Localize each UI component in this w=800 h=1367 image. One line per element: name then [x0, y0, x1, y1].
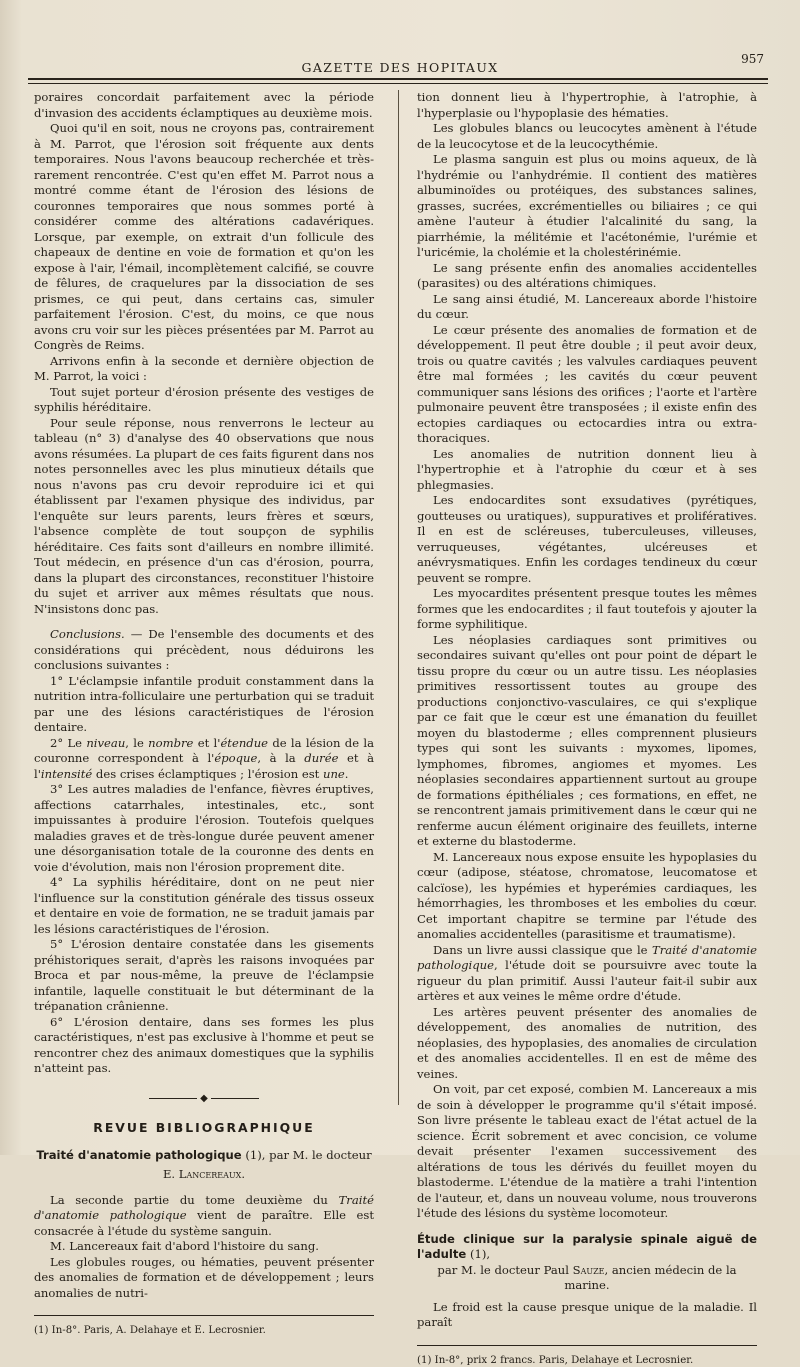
footnote-rule: [417, 1345, 757, 1346]
paragraph: Les endocardites sont exsudatives (pyrétiques, goutteuses ou uratiques), suppuratives et prolifératives. Il en est de scléreuses, tuberculeuses, villeuses, verruqueuses, végétantes, ulcéreuses et anévrysmatiques. Enfin les cordages tendineux du cœur peuvent se rompre.: [417, 493, 757, 585]
article-heading: Étude clinique sur la paralysie spinale aiguë de l'adulte (1),: [417, 1231, 757, 1261]
paragraph: Le sang ainsi étudié, M. Lancereaux aborde l'histoire du cœur.: [417, 291, 757, 321]
paragraph: Tout sujet porteur d'érosion présente des vestiges de syphilis héréditaire.: [34, 384, 374, 414]
ornament-divider: ◆: [34, 1091, 374, 1107]
running-title: GAZETTE DES HOPITAUX: [301, 60, 499, 75]
section-title: REVUE BIBLIOGRAPHIQUE: [93, 1120, 315, 1135]
column-divider: [398, 90, 399, 1105]
conclusions-label: Conclusions.: [50, 627, 125, 641]
footnote: (1) In-8°, prix 2 francs. Paris, Delahaye et Lecrosnier.: [417, 1354, 694, 1366]
paragraph: La seconde partie du tome deuxième du Traité d'anatomie pathologique vient de paraître. Elle est consacrée à l'étude du système sanguin.: [34, 1192, 374, 1238]
paragraph: Dans un livre aussi classique que le Traité d'anatomie pathologique, l'étude doit se poursuivre avec toute la rigueur du plan primitif. Aussi l'auteur fait-il subir aux artères et aux veines le même ordre d'étude.: [417, 942, 758, 1003]
paragraph: Les artères peuvent présenter des anomalies de développement, des anomalies de nutrition, des néoplasies, des hypoplasies, des anomalies de circulation et des anomalies accidentelles. Il en est de même des veines.: [417, 1004, 757, 1081]
article-title: Traité d'anatomie pathologique (1), par M. le docteur: [36, 1147, 372, 1162]
paragraph: On voit, par cet exposé, combien M. Lancereaux a mis de soin à développer le programme qu'il s'était imposé. Son livre présente le tableau exact de l'état actuel de la science. Écrit sobrement et avec concision, ce volume devait présenter l'examen successivement des altérations de tous les dérivés du feuillet moyen du blastoderme. L'étendue de la matière a trahi l'intention de l'auteur, et, dans un nouveau volume, nous trouverons l'étude des lésions du système locomoteur.: [417, 1082, 757, 1220]
conclusion-5: 5° L'érosion dentaire constatée dans les gisements préhistoriques serait, d'après les raisons invoquées par Broca et par nous-même, la preuve de l'éclampsie infantile, laquelle constituait le but déterminant de la trépanation crânienne.: [34, 937, 374, 1013]
conclusion-1: 1° L'éclampsie infantile produit constamment dans la nutrition intra-folliculaire une perturbation qui se traduit par une des lésions caractéristiques de l'érosion dentaire.: [34, 673, 374, 734]
paragraph: Pour seule réponse, nous renverrons le lecteur au tableau (n° 3) d'analyse des 40 observations que nous avons résumées. La plupart de ces faits figurent dans nos notes personnelles avec les plus minutieux détails que nous n'avons pas cru devoir reproduire ici et qui établissent par l'examen physique des individus, par l'enquête sur leurs parents, leurs frères et sœurs, l'absence complète de tout soupçon de syphilis héréditaire. Ces faits sont d'ailleurs en nombre illimité. Tout médecin, en présence d'un cas d'érosion, pourra, dans la plupart des circonstances, reconstituer l'histoire du sujet et arriver aux mêmes résultats que nous. N'insistons donc pas.: [34, 415, 374, 616]
paragraph: Les globules blancs ou leucocytes amènent à l'étude de la leucocytose et de la leucocythémie.: [417, 121, 757, 151]
article-author: E. Lancereaux.: [162, 1167, 246, 1181]
paragraph: Le sang présente enfin des anomalies accidentelles (parasites) ou des altérations chimiques.: [417, 260, 757, 290]
conclusion-4: 4° La syphilis héréditaire, dont on ne peut nier l'influence sur la constitution générale des tissus osseux et dentaire en voie de formation, ne se traduit jamais par les lésions caractéristiques de l'érosion.: [34, 875, 374, 936]
paragraph: Arrivons enfin à la seconde et dernière objection de M. Parrot, la voici :: [34, 353, 374, 383]
paragraph: Le cœur présente des anomalies de formation et de développement. Il peut être double ; il peut avoir deux, trois ou quatre cavités ; les valvules cardiaques peuvent être mal formées ; les cavités du cœur peuvent communiquer sans lésions des orifices ; l'aorte et l'artère pulmonaire peuvent être transposées ; il existe enfin des ectopies cardiaques ou ectocardies intra ou extra-thoraciques.: [417, 322, 757, 445]
conclusions-paragraph: Conclusions. — De l'ensemble des documents et des considérations qui précèdent, nous déduirons les conclusions suivantes :: [34, 627, 374, 672]
paragraph: Le froid est la cause presque unique de la maladie. Il paraît: [417, 1299, 757, 1329]
conclusion-6: 6° L'érosion dentaire, dans ses formes les plus caractéristiques, n'est pas exclusive à l'homme et peut se rencontrer chez des animaux domestiques que la syphilis n'atteint pas.: [34, 1014, 374, 1075]
paragraph: Les anomalies de nutrition donnent lieu à l'hypertrophie et à l'atrophie du cœur et à ses phlegmasies.: [417, 446, 757, 492]
left-column: [34, 90, 374, 1336]
paragraph: poraires concordait parfaitement avec la période d'invasion des accidents éclamptiques au deuxième mois.: [34, 90, 374, 120]
paragraph: Le plasma sanguin est plus ou moins aqueux, de là l'hydrémie ou l'anhydrémie. Il contient des matières albuminoïdes ou protéiques, des substances salines, grasses, sucrées, excrémentielles ou biliaires ; ce qui amène l'auteur à étudier l'alcalinité du sang, la piarrhémie, la mélitémie et l'acétonémie, l'urémie et l'uricémie, la cholémie et la cholestérinémie.: [417, 152, 757, 259]
conclusion-3: 3° Les autres maladies de l'enfance, fièvres éruptives, affections catarrhales, intestinales, etc., sont impuissantes à produire l'érosion. Toutefois quelques maladies graves et de très-longue durée peuvent amener une désorganisation totale de la couronne des dents en voie d'évolution, mais non l'érosion proprement dite.: [34, 782, 374, 874]
right-column: [417, 90, 758, 1366]
conclusion-2: 2° Le niveau, le nombre et l'étendue de la lésion de la couronne correspondent à l'époque, à la durée et à l'intensité des crises éclamptiques ; l'érosion est une.: [34, 735, 374, 781]
footnote: (1) In-8°. Paris, A. Delahaye et E. Lecrosnier.: [34, 1325, 266, 1336]
paragraph: Les globules rouges, ou hématies, peuvent présenter des anomalies de formation et de développement ; leurs anomalies de nutri-: [34, 1254, 374, 1300]
header-rule: [28, 78, 768, 80]
header-rule-thin: [28, 83, 768, 84]
footnote-rule: [34, 1315, 374, 1316]
paragraph: tion donnent lieu à l'hypertrophie, à l'atrophie, à l'hyperplasie ou l'hypoplasie des hématies.: [417, 90, 757, 120]
paragraph: M. Lancereaux fait d'abord l'histoire du sang.: [50, 1239, 319, 1253]
page-number: 957: [741, 52, 764, 66]
paragraph: M. Lancereaux nous expose ensuite les hypoplasies du cœur (adipose, stéatose, chromatose, leucomatose et calcïose), les hypémies et hyperémies cardiaques, les hémorrhagies, les thromboses et les embolies du cœur. Cet important chapitre se termine par l'étude des anomalies accidentelles (parasitisme et traumatisme).: [417, 849, 757, 941]
paragraph: Les néoplasies cardiaques sont primitives ou secondaires suivant qu'elles ont pour point de départ le tissu propre du cœur ou un autre tissu. Les néoplasies primitives ressortissent toutes au groupe des productions conjonctivo-vasculaires, ce qui s'explique par ce fait que le cœur est une émanation du feuillet moyen du blastoderme ; elles comprennent plusieurs types qui sont les suivants : myxomes, lipomes, lymphomes, fibromes, angiomes et myomes. Les néoplasies secondaires appartiennent surtout au groupe de formations épithéliales ; ces formations, en effet, ne se rencontrent jamais primitivement dans le cœur qui ne renferme aucun élément originaire des feuillets, interne et externe du blastoderme.: [417, 632, 757, 848]
article-heading-byline: par M. le docteur Paul Sauze, ancien médecin de la marine.: [437, 1262, 737, 1292]
paragraph: Les myocardites présentent presque toutes les mêmes formes que les endocardites ; il faut toutefois y ajouter la forme syphilitique.: [417, 586, 757, 631]
paragraph: Quoi qu'il en soit, nous ne croyons pas, contrairement à M. Parrot, que l'érosion soit fréquente aux dents temporaires. Nous l'avons beaucoup recherchée et très-rarement rencontrée. C'est qu'en effet M. Parrot nous a montré comme étant de l'érosion des lésions de couronnes temporaires que nous sommes porté à considérer comme des altérations cadavériques. Lorsque, par exemple, on extrait d'un follicule des chapeaux de dentine en voie de formation et qu'on les expose à l'air, l'émail, incomplètement calcifié, se couvre de fêlures, de craquelures par la dissociation de ses prismes, ce qui peut, dans certains cas, simuler parfaitement l'érosion. C'est, du moins, ce que nous avons cru voir sur les pièces présentées par M. Parrot au Congrès de Reims.: [34, 121, 374, 352]
